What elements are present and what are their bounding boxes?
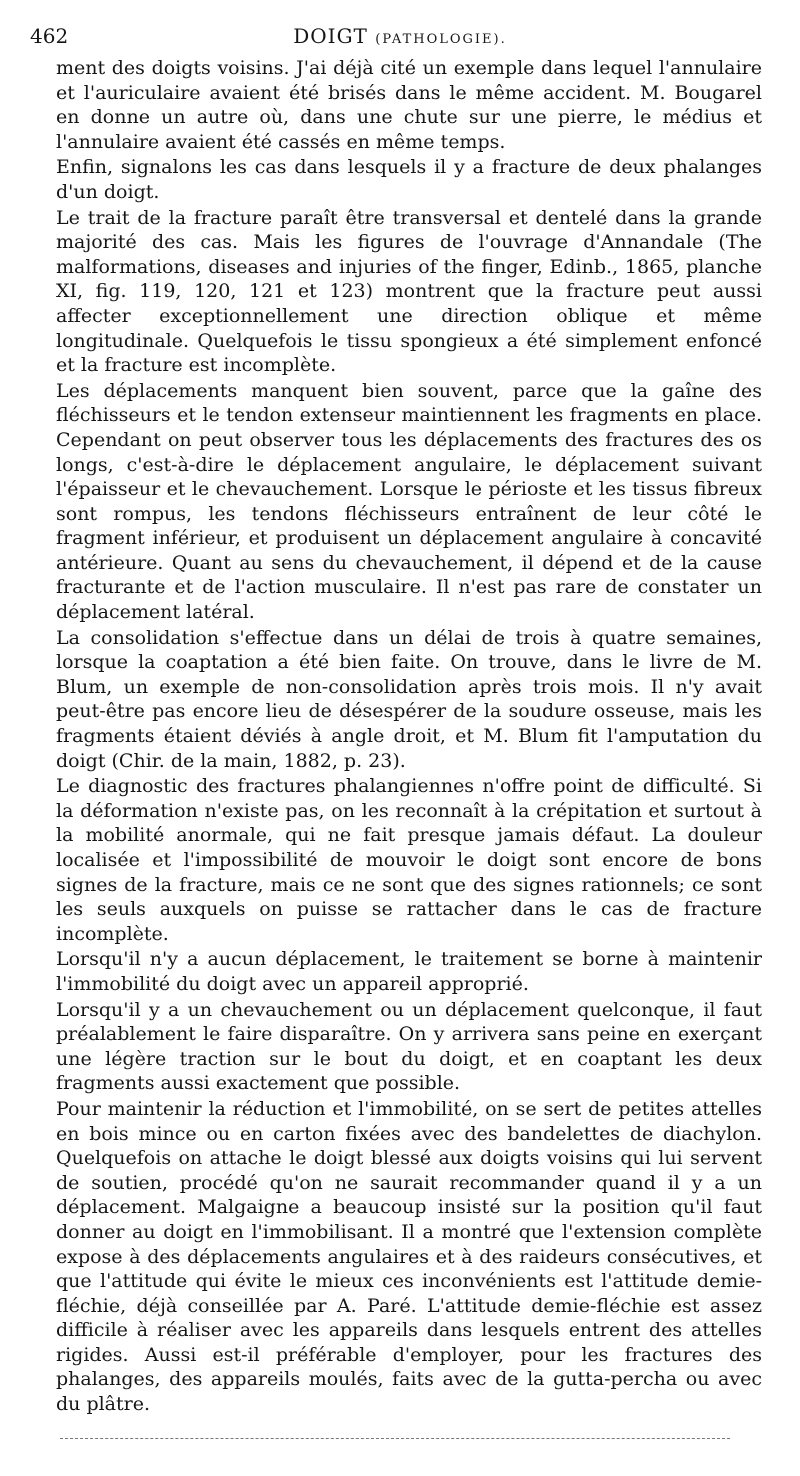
page-number: 462 xyxy=(30,24,69,48)
footer-rule xyxy=(60,1438,730,1439)
paragraph: Le diagnostic des fractures phalangiennes n'offre point de difficulté. Si la déformation n'existe pas, on les reconnaît à la crépitation et surtout à la mobilité anormale, qui ne fait presque jamais défaut. La douleur localisée et l'impossibilité de mouvoir le doigt sont encore de bons signes de la fracture, mais ce ne sont que des signes rationnels; ce sont les seuls auxquels on puisse se rattacher dans le cas de fracture incomplète. xyxy=(56,775,762,945)
paragraph: Enfin, signalons les cas dans lesquels il y a fracture de deux phalanges d'un doigt. xyxy=(56,156,762,203)
paragraph: ment des doigts voisins. J'ai déjà cité un exemple dans lequel l'annulaire et l'auriculaire avaient été brisés dans le même accident. M. Bougarel en donne un autre où, dans une chute sur une pierre, le médius et l'annulaire avaient été cassés en même temps. xyxy=(56,57,762,153)
paragraph: Lorsqu'il y a un chevauchement ou un déplacement quelconque, il faut préalablement le faire disparaître. On y arrivera sans peine en exerçant une légère traction sur le bout du doigt, et en coaptant les deux fragments aussi exactement que possible. xyxy=(56,998,762,1095)
paragraph: Pour maintenir la réduction et l'immobilité, on se sert de petites attelles en bois mince ou en carton fixées avec des bandelettes de diachylon. Quelquefois on attache le doigt blessé aux doigts voisins qui lui servent de soutien, procédé qu'on ne saurait recommander quand il y a un déplacement. Malgaigne a beaucoup insisté sur la position qu'il faut donner au doigt en l'immobilisant. Il a montré que l'extension complète expose à des déplacements angulaires et à des raideurs consécutives, et que l'attitude qui évite le mieux ces inconvénients est l'attitude demie-fléchie, déjà conseillée par A. Paré. L'attitude demie-fléchie est assez difficile à réaliser avec les appareils dans lesquels entrent des attelles rigides. Aussi est-il préférable d'employer, pour les fractures des phalanges, des appareils moulés, faits avec de la gutta-percha ou avec du plâtre. xyxy=(56,1097,762,1416)
paragraph: Lorsqu'il n'y a aucun déplacement, le traitement se borne à maintenir l'immobilité du doigt avec un appareil approprié. xyxy=(56,948,762,995)
paragraph: Le trait de la fracture paraît être transversal et dentelé dans la grande majorité des cas. Mais les figures de l'ouvrage d'Annandale (The malformations, diseases and injuries of the finger, Edinb., 1865, planche XI, fig. 119, 120, 121 et 123) montrent que la fracture peut aussi affecter exceptionnellement une direction oblique et même longitudinale. Quelquefois le tissu spongieux a été simplement enfoncé et la fracture est incomplète. xyxy=(56,206,762,377)
paragraph: Les déplacements manquent bien souvent, parce que la gaîne des fléchisseurs et le tendon extenseur maintiennent les fragments en place. Cependant on peut observer tous les déplacements des fractures des os longs, c'est-à-dire le déplacement angulaire, le déplacement suivant l'épaisseur et le chevauchement. Lorsque le périoste et les tissus fibreux sont rompus, les tendons fléchisseurs entraînent de leur côté le fragment inférieur, et produisent un déplacement angulaire à concavité antérieure. Quant au sens du chevauchement, il dépend et de la cause fracturante et de l'action musculaire. Il n'est pas rare de constater un déplacement latéral. xyxy=(56,379,762,624)
running-head xyxy=(30,24,770,48)
running-head-subtitle: (PATHOLOGIE). xyxy=(375,32,507,47)
page-header xyxy=(30,18,770,48)
paragraph: La consolidation s'effectue dans un délai de trois à quatre semaines, lorsque la coaptation a été bien faite. On trouve, dans le livre de M. Blum, un exemple de non-consolidation après trois mois. Il n'y avait peut-être pas encore lieu de désespérer de la soudure osseuse, mais les fragments étaient déviés à angle droit, et M. Blum fit l'amputation du doigt (Chir. de la main, 1882, p. 23). xyxy=(56,626,762,772)
running-head-title: DOIGT xyxy=(293,24,368,48)
body-text xyxy=(56,56,762,1417)
